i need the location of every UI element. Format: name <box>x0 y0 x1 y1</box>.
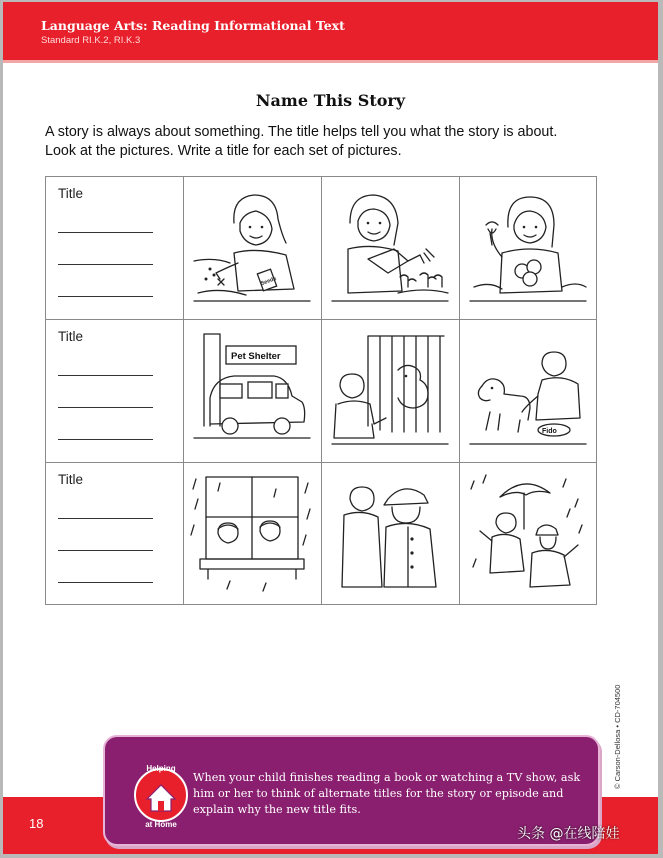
children-playing-in-rain-illustration <box>466 469 590 595</box>
worksheet-page <box>3 2 658 854</box>
page-number: 18 <box>29 816 44 831</box>
picture-boy-at-dog-kennel <box>322 320 460 463</box>
title-cell-1 <box>46 177 184 320</box>
page-header <box>3 2 658 63</box>
write-line[interactable] <box>58 582 153 583</box>
girl-holding-flowers-illustration <box>466 183 590 309</box>
title-label: Title <box>58 186 84 201</box>
picture-girl-watering-sprouts <box>322 177 460 320</box>
write-line[interactable] <box>58 296 153 297</box>
instructions-line-2: Look at the pictures. Write a title for each set of pictures. <box>45 143 402 159</box>
write-line[interactable] <box>58 232 153 233</box>
instructions-line-1: A story is always about something. The title helps tell you what the story is about. <box>45 124 558 140</box>
picture-children-at-rainy-window <box>184 463 322 604</box>
title-cell-2 <box>46 320 184 463</box>
picture-boy-feeding-dog <box>460 320 596 463</box>
picture-children-playing-in-rain <box>460 463 596 604</box>
children-in-raincoats-illustration <box>328 469 452 595</box>
girl-planting-seeds-illustration <box>190 183 314 309</box>
write-line[interactable] <box>58 407 153 408</box>
fido-bowl-label: Fido <box>542 428 557 435</box>
write-line[interactable] <box>58 375 153 376</box>
story-grid <box>45 176 597 605</box>
write-line[interactable] <box>58 518 153 519</box>
worksheet-title: Name This Story <box>255 91 406 110</box>
helping-at-home-text: When your child finishes reading a book or watching a TV show, ask him or her to think of alternate titles for the story or episode and explain why the new title fits. <box>193 771 581 816</box>
watermark: 头条 @在线陪娃 <box>517 826 620 842</box>
picture-girl-planting-seeds <box>184 177 322 320</box>
helping-at-home-badge <box>133 759 189 831</box>
title-cell-3 <box>46 463 184 604</box>
girl-watering-sprouts-illustration <box>328 183 452 309</box>
children-at-rainy-window-illustration <box>190 469 314 595</box>
title-label: Title <box>58 472 84 487</box>
instructions <box>45 123 615 161</box>
write-line[interactable] <box>58 550 153 551</box>
badge-text-bottom: at Home <box>145 820 177 829</box>
car-at-pet-shelter-illustration <box>190 326 314 452</box>
boy-at-dog-kennel-illustration <box>328 326 452 452</box>
write-line[interactable] <box>58 439 153 440</box>
write-line[interactable] <box>58 264 153 265</box>
badge-text-top: Helping <box>146 764 176 773</box>
pet-shelter-sign: Pet Shelter <box>231 351 281 362</box>
boy-feeding-dog-illustration <box>466 326 590 452</box>
standard-label: Standard RI.K.2, RI.K.3 <box>41 35 141 46</box>
picture-children-in-raincoats <box>322 463 460 604</box>
subject-heading: Language Arts: Reading Informational Text <box>41 18 345 33</box>
seeds-packet-label: Seeds <box>260 275 278 288</box>
picture-car-at-pet-shelter <box>184 320 322 463</box>
title-label: Title <box>58 329 84 344</box>
picture-girl-holding-flowers <box>460 177 596 320</box>
copyright-notice: © Carson-Dellosa • CD-704500 <box>613 684 622 789</box>
